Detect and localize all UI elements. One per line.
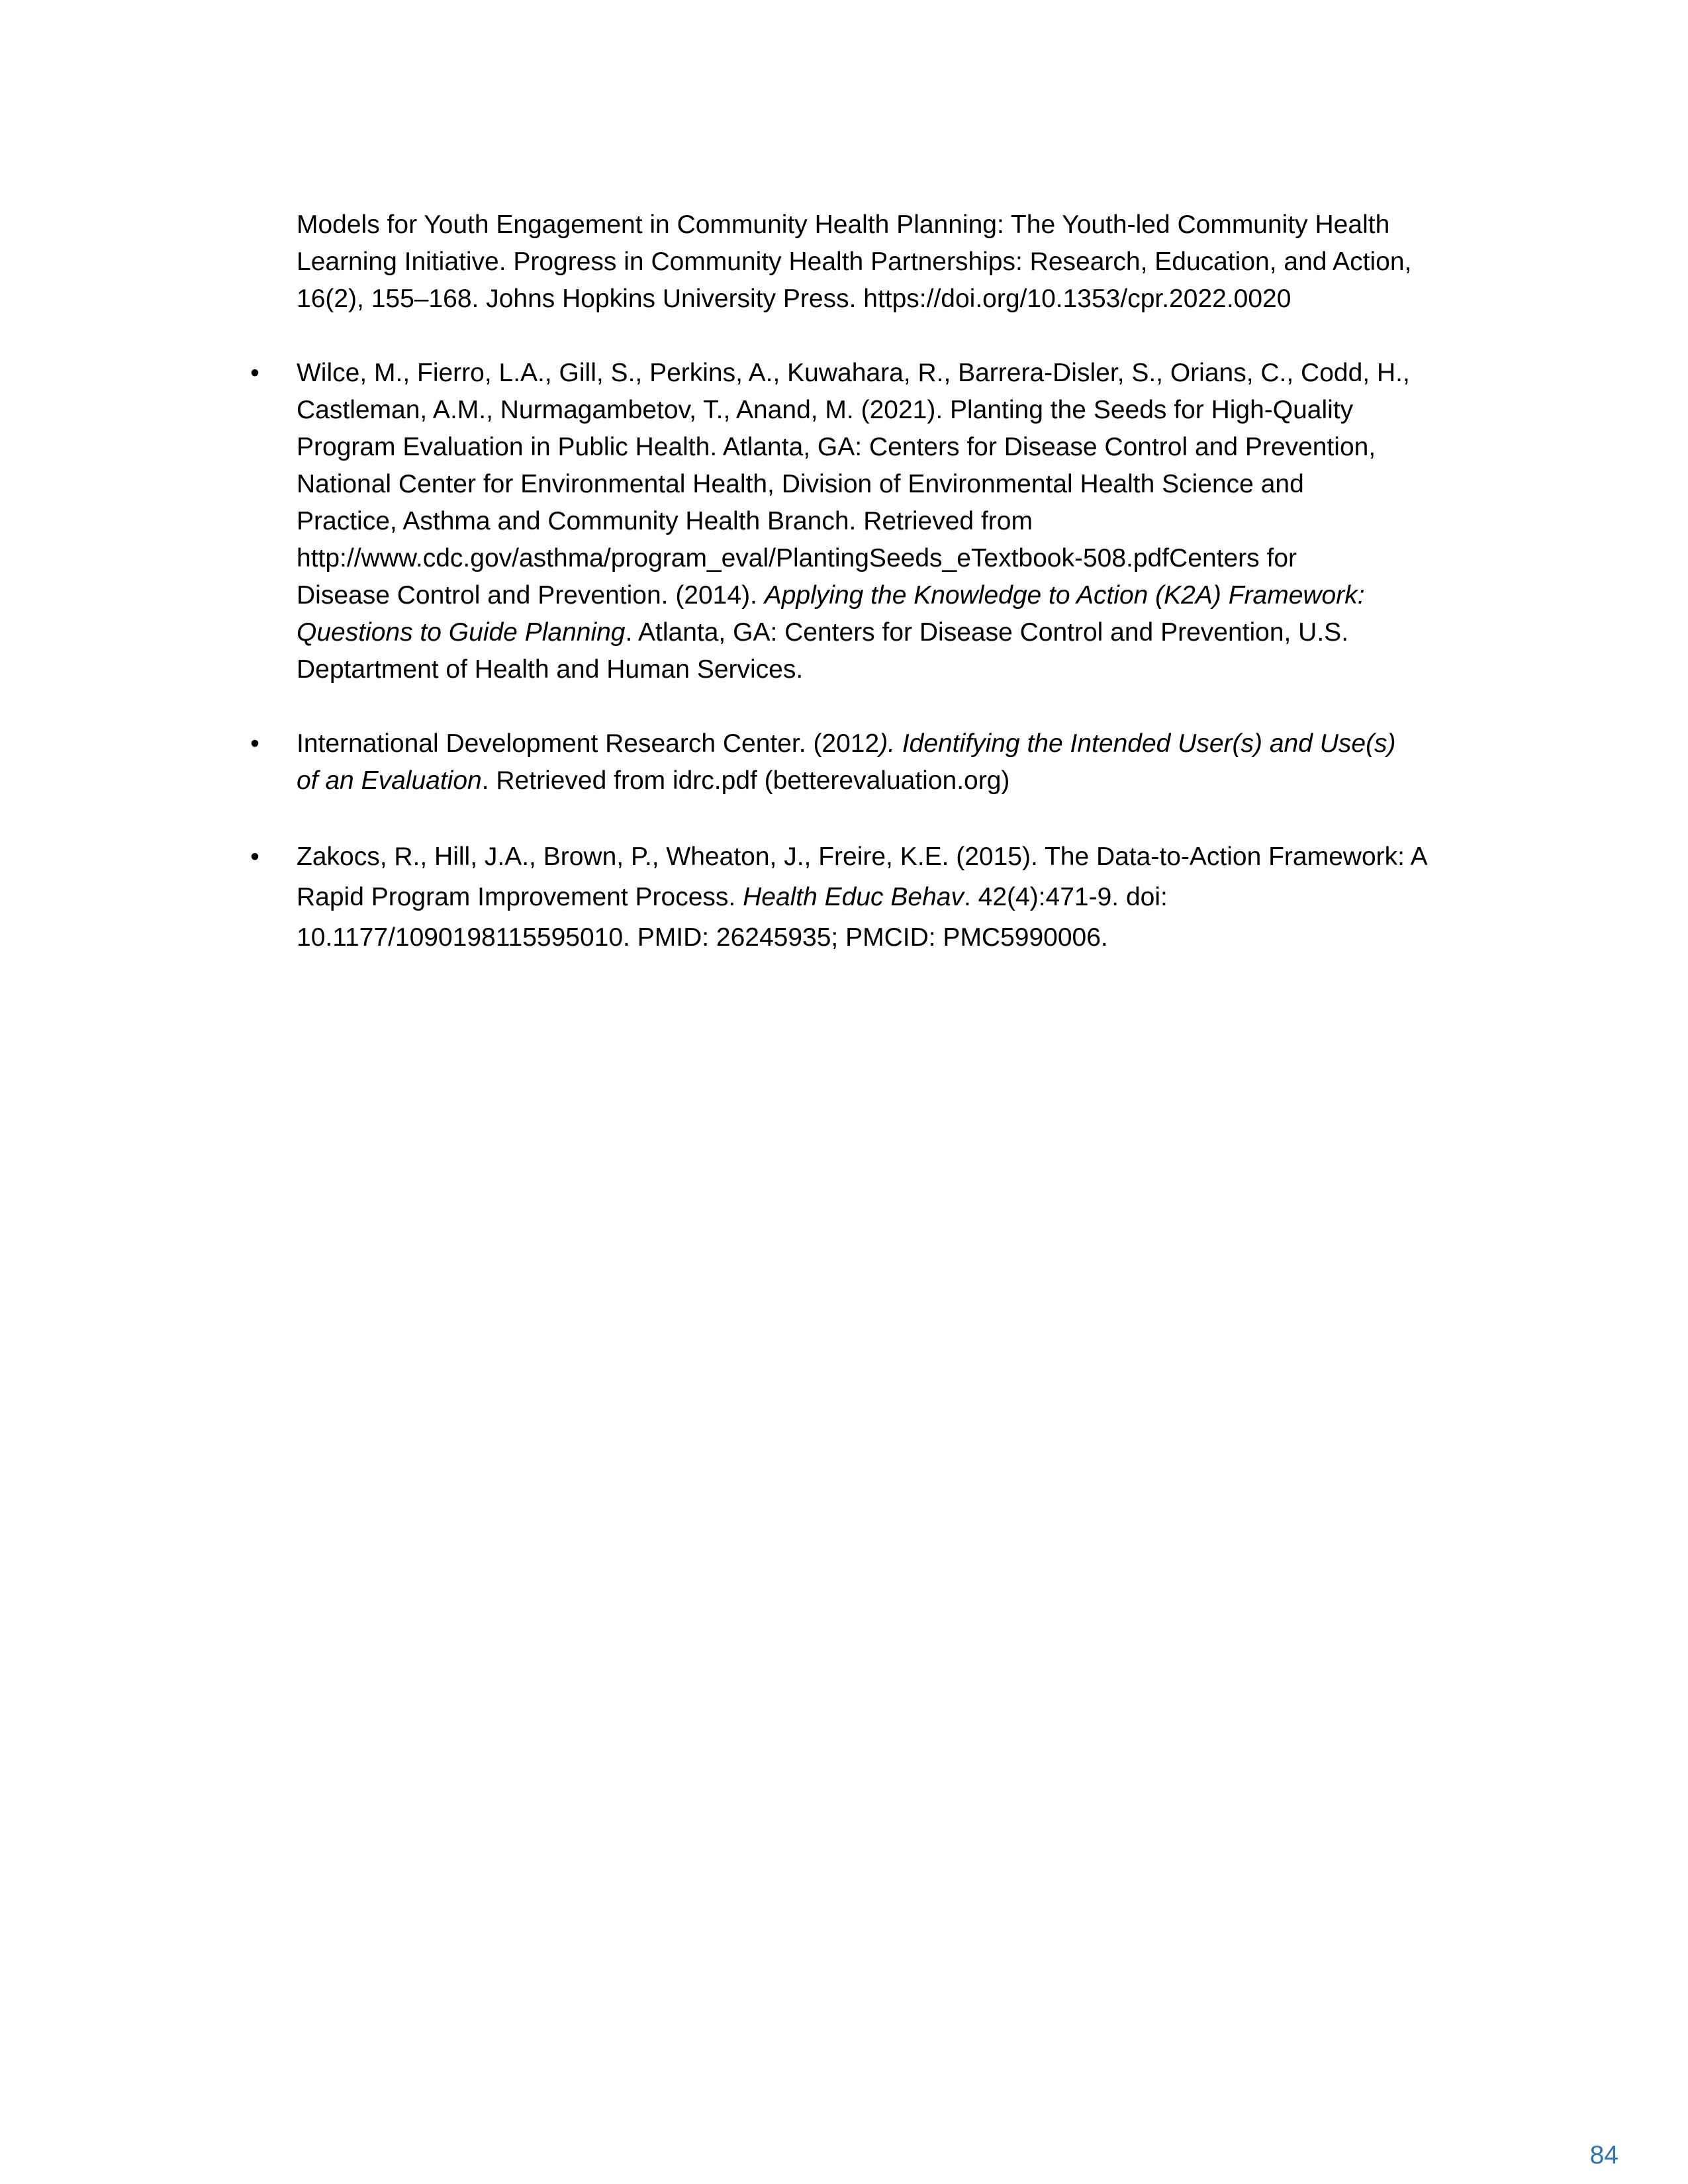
reference-title-italic: Questions to Guide Planning bbox=[297, 618, 626, 647]
page-number: 84 bbox=[1589, 2141, 1618, 2169]
bullet-icon: • bbox=[250, 842, 259, 871]
reference-line bbox=[297, 877, 1501, 917]
reference-title-italic: Applying the Knowledge to Action (K2A) Framework: bbox=[764, 581, 1365, 610]
reference-line: 10.1177/1090198115595010. PMID: 26245935; PMCID: PMC5990006. bbox=[297, 923, 1108, 952]
reference-line: Castleman, A.M., Nurmagambetov, T., Anand, M. (2021). Planting the Seeds for High-Quality bbox=[297, 396, 1354, 424]
reference-wilce bbox=[250, 355, 1501, 688]
reference-line: 16(2), 155–168. Johns Hopkins University Press. https://doi.org/10.1353/cpr.2022.0020 bbox=[297, 285, 1291, 313]
reference-line: Wilce, M., Fierro, L.A., Gill, S., Perkins, A., Kuwahara, R., Barrera-Disler, S., Orians, C., Codd, H., bbox=[297, 359, 1410, 387]
reference-line: Models for Youth Engagement in Community Health Planning: The Youth-led Community Health bbox=[297, 210, 1390, 239]
reference-line: Zakocs, R., Hill, J.A., Brown, P., Wheaton, J., Freire, K.E. (2015). The Data-to-Action Framework: A bbox=[297, 842, 1428, 871]
reference-title-italic: of an Evaluation bbox=[297, 766, 482, 795]
reference-line bbox=[297, 762, 1501, 799]
reference-text: . Atlanta, GA: Centers for Disease Control and Prevention, U.S. bbox=[625, 618, 1349, 647]
reference-list bbox=[250, 206, 1501, 995]
reference-text: . 42(4):471-9. doi: bbox=[963, 883, 1168, 911]
reference-line: Deptartment of Health and Human Services. bbox=[297, 655, 804, 684]
bullet-icon: • bbox=[250, 729, 259, 758]
reference-line: Practice, Asthma and Community Health Branch. Retrieved from bbox=[297, 507, 1033, 535]
reference-continuation bbox=[297, 206, 1501, 318]
reference-text: International Development Research Center. (2012 bbox=[297, 729, 880, 758]
bullet-icon: • bbox=[250, 359, 259, 387]
reference-line: National Center for Environmental Health, Division of Environmental Health Science and bbox=[297, 470, 1304, 498]
reference-idrc bbox=[250, 725, 1501, 799]
reference-text: Rapid Program Improvement Process. bbox=[297, 883, 743, 911]
reference-title-italic: ). Identifying the Intended User(s) and Use(s) bbox=[879, 729, 1396, 758]
reference-line bbox=[297, 614, 1501, 651]
reference-text: . Retrieved from idrc.pdf (betterevaluation.org) bbox=[481, 766, 1010, 795]
reference-line bbox=[297, 725, 1501, 762]
reference-line: Program Evaluation in Public Health. Atlanta, GA: Centers for Disease Control and Prevention, bbox=[297, 433, 1376, 461]
reference-text: Disease Control and Prevention. (2014). bbox=[297, 581, 765, 610]
journal-name-italic: Health Educ Behav bbox=[743, 883, 964, 911]
reference-line bbox=[297, 577, 1501, 614]
reference-line: Learning Initiative. Progress in Community Health Partnerships: Research, Education, and Action, bbox=[297, 248, 1412, 276]
reference-url-line: http://www.cdc.gov/asthma/program_eval/PlantingSeeds_eTextbook-508.pdfCenters for bbox=[297, 544, 1297, 572]
reference-zakocs bbox=[250, 837, 1501, 958]
